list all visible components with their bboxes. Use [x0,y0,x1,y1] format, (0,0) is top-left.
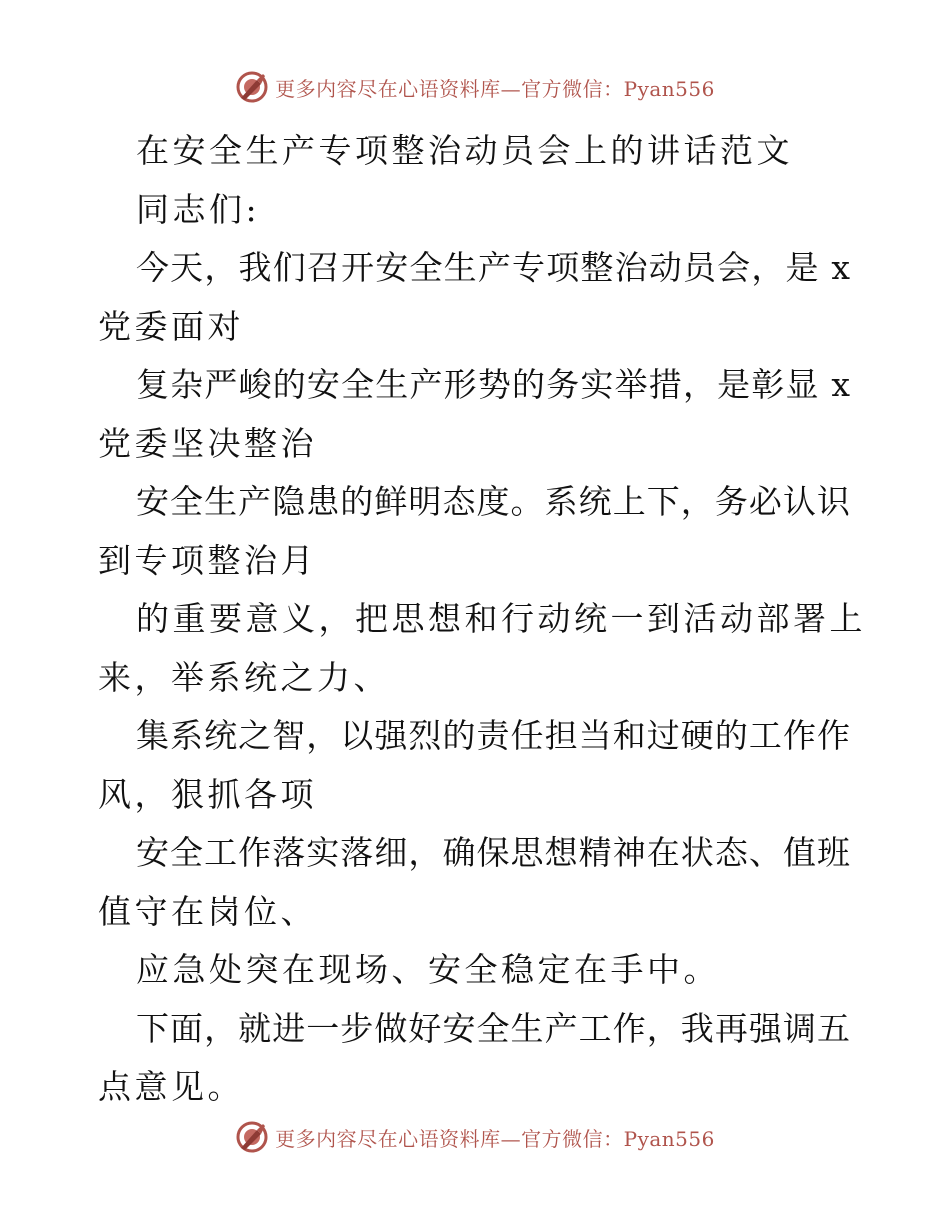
body-line: 风，狠抓各项 [98,774,317,814]
body-line: 安全工作落实落细，确保思想精神在状态、值班 [136,833,850,872]
body-line: 下面，就进一步做好安全生产工作，我再强调五 [136,1008,850,1048]
body-line: 到专项整治月 [98,540,317,580]
document-title: 在安全生产专项整治动员会上的讲话范文 [136,131,793,170]
body-line: 的重要意义，把思想和行动统一到活动部署上 [136,599,866,638]
body-line: 来，举系统之力、 [98,657,390,697]
body-line: 值守在岗位、 [98,891,317,931]
body-line: 集系统之智，以强烈的责任担当和过硬的工作作 [136,716,850,755]
header-banner [0,70,950,104]
pen-logo-icon [235,1120,269,1154]
body-line: 党委面对 [98,306,244,346]
body-line: 安全生产隐患的鲜明态度。系统上下，务必认识 [136,482,850,521]
pen-logo-icon [235,70,269,104]
footer-banner-text: 更多内容尽在心语资料库—官方微信：Pyan556 [275,1126,715,1151]
body-line: 点意见。 [98,1067,244,1106]
salutation: 同志们: [136,189,261,229]
document-body [98,122,866,1117]
body-line: 今天，我们召开安全生产专项整治动员会，是 x [136,248,850,287]
header-banner-text: 更多内容尽在心语资料库—官方微信：Pyan556 [275,76,715,101]
body-line: 应急处突在现场、安全稳定在手中。 [136,950,720,989]
footer-banner [0,1120,950,1154]
body-line: 党委坚决整治 [98,423,317,463]
body-line: 复杂严峻的安全生产形势的务实举措，是彰显 x [136,365,850,404]
